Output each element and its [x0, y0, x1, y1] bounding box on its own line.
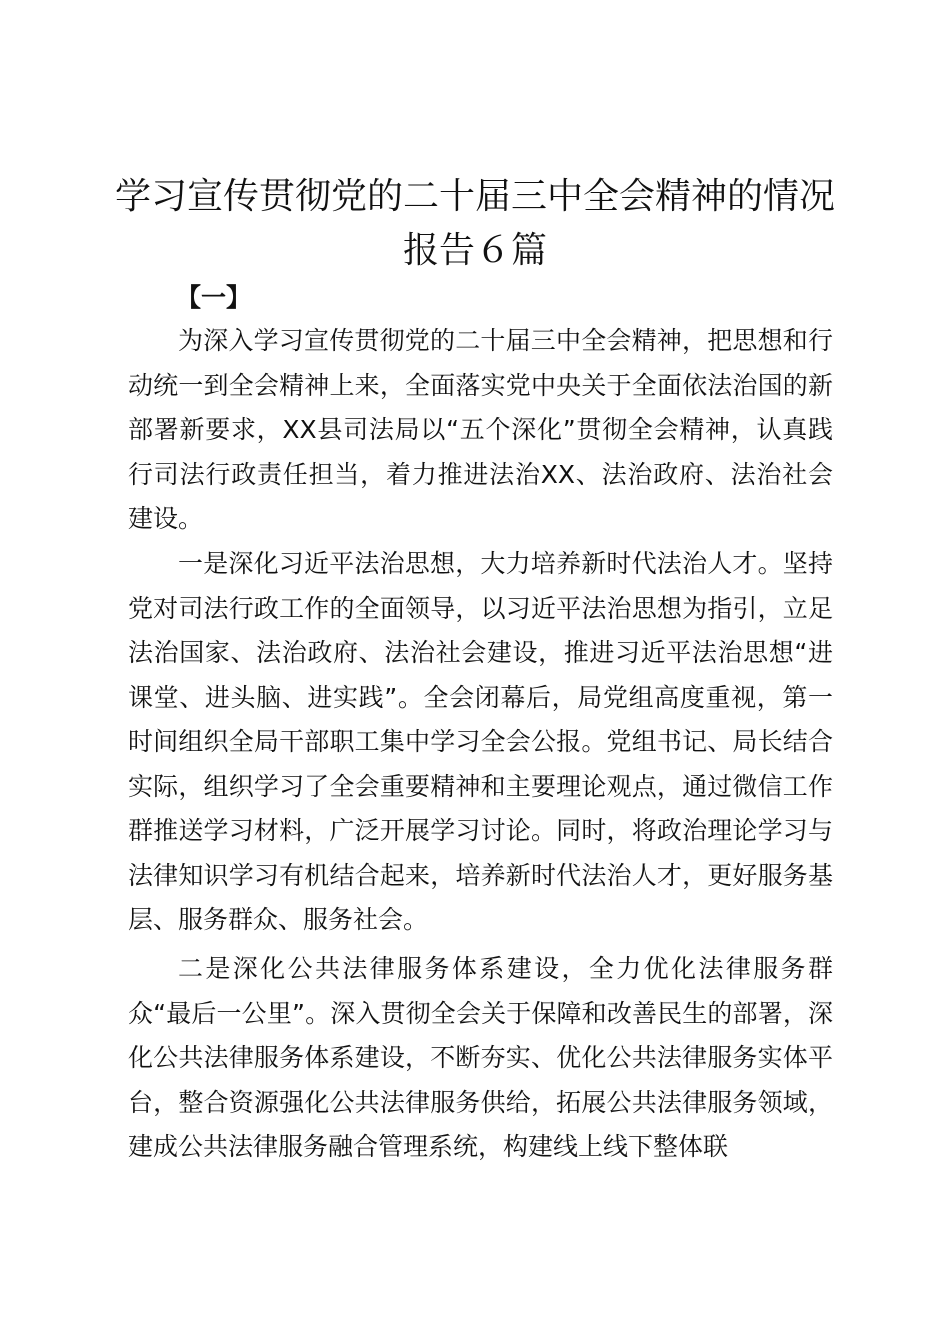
- paragraph-intro: 为深入学习宣传贯彻党的二十届三中全会精神，把思想和行动统一到全会精神上来，全面落实党中央关于全面依法治国的新部署新要求，XX县司法局以“五个深化”贯彻全会精神，认真践行司法行政责任担当，着力推进法治XX、法治政府、法治社会建设。: [128, 326, 833, 533]
- paragraph-point-one: 一是深化习近平法治思想，大力培养新时代法治人才。坚持党对司法行政工作的全面领导，以习近平法治思想为指引，立足法治国家、法治政府、法治社会建设，推进习近平法治思想“进课堂、进头脑、进实践”。全会闭幕后，局党组高度重视，第一时间组织全局干部职工集中学习全会公报。党组书记、局长结合实际，组织学习了全会重要精神和主要理论观点，通过微信工作群推送学习材料，广泛开展学习讨论。同时，将政治理论学习与法律知识学习有机结合起来，培养新时代法治人才，更好服务基层、服务群众、服务社会。: [128, 549, 833, 934]
- paragraph-point-two: 二是深化公共法律服务体系建设，全力优化法律服务群众“最后一公里”。深入贯彻全会关于保障和改善民生的部署，深化公共法律服务体系建设，不断夯实、优化公共法律服务实体平台，整合资源强化公共法律服务供给，拓展公共法律服务领域，建成公共法律服务融合管理系统，构建线上线下整体联: [128, 954, 833, 1161]
- document-title: 学习宣传贯彻党的二十届三中全会精神的情况报告６篇: [114, 176, 835, 271]
- section-label: 【一】: [176, 283, 252, 312]
